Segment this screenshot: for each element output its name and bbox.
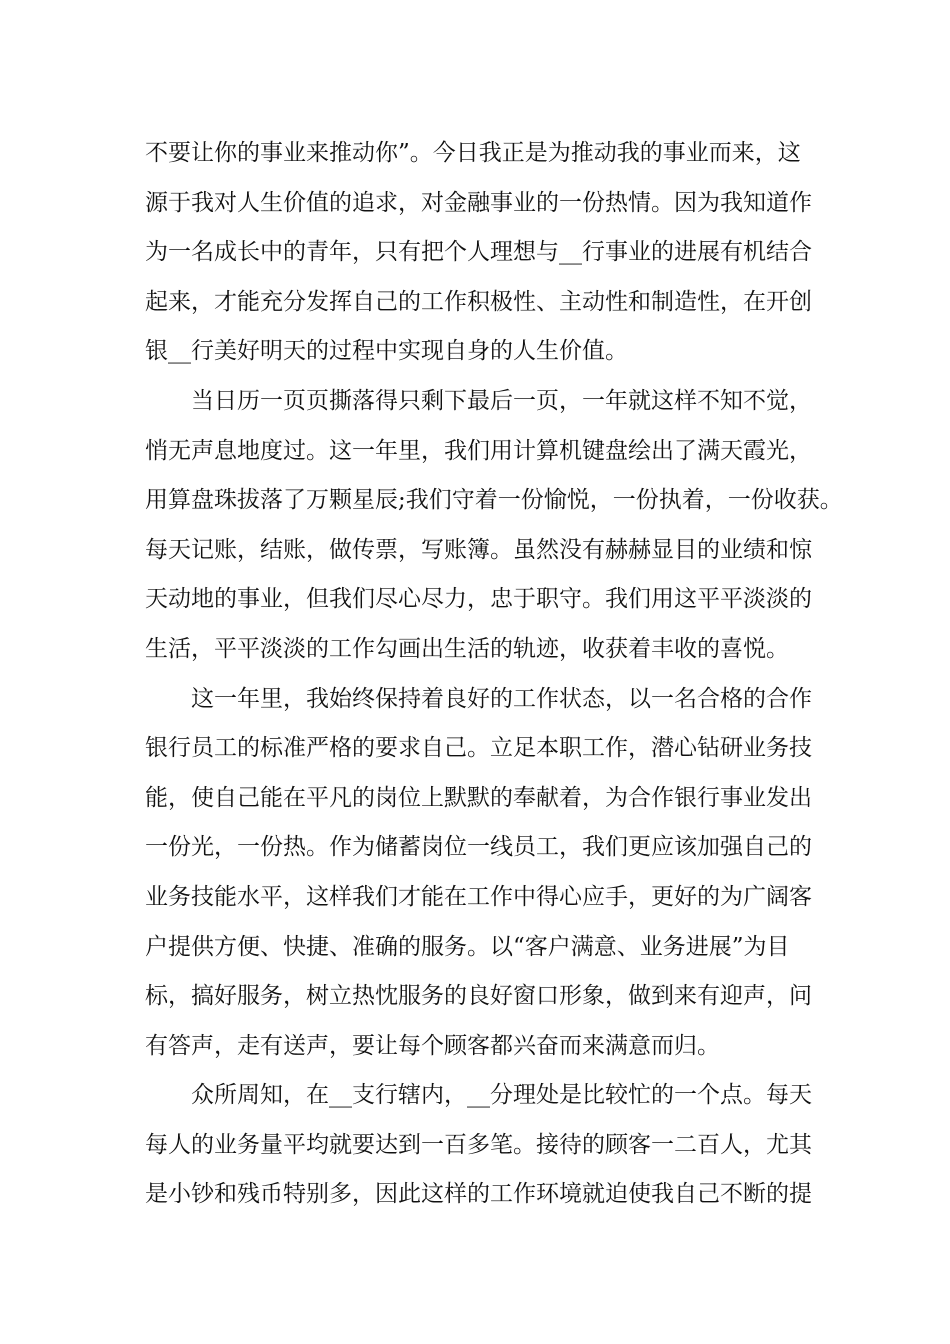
text-line: 是小钞和残币特别多，因此这样的工作环境就迫使我自己不断的提	[145, 1181, 812, 1208]
text-line: 悄无声息地度过。这一年里，我们用计算机键盘绘出了满天霞光，	[145, 437, 812, 464]
text-line: 不要让你的事业来推动你”。今日我正是为推动我的事业而来，这	[145, 140, 801, 166]
text-line: 标，搞好服务，树立热忱服务的良好窗口形象，做到来有迎声，问	[145, 983, 812, 1010]
text-line: 业务技能水平，这样我们才能在工作中得心应手，更好的为广阔客	[145, 883, 812, 910]
paragraph-first-line: 这一年里，我始终保持着良好的工作状态，以一名合格的合作	[191, 685, 812, 712]
text-line: 能，使自己能在平凡的岗位上默默的奉献着，为合作银行事业发出	[145, 784, 812, 811]
text-line: 用算盘珠拔落了万颗星辰;我们守着一份愉悦，一份执着，一份收获。	[145, 487, 843, 514]
text-line: 起来，才能充分发挥自己的工作积极性、主动性和制造性，在开创	[145, 288, 812, 315]
text-line: 源于我对人生价值的追求，对金融事业的一份热情。因为我知道作	[145, 189, 812, 216]
paragraph-first-line: 当日历一页页撕落得只剩下最后一页，一年就这样不知不觉，	[191, 387, 812, 414]
text-line: 银__行美好明天的过程中实现自身的人生价值。	[145, 338, 628, 365]
text-line: 每人的业务量平均就要达到一百多笔。接待的顾客一二百人，尤其	[145, 1131, 812, 1158]
text-line: 银行员工的标准严格的要求自己。立足本职工作，潜心钻研业务技	[145, 735, 812, 762]
document-body	[145, 129, 843, 1220]
text-line: 生活，平平淡淡的工作勾画出生活的轨迹，收获着丰收的喜悦。	[145, 635, 789, 662]
text-line: 一份光，一份热。作为储蓄岗位一线员工，我们更应该加强自己的	[145, 834, 812, 861]
paragraph-first-line: 众所周知，在__支行辖内，__分理处是比较忙的一个点。每天	[191, 1082, 812, 1109]
text-line: 户提供方便、快捷、准确的服务。以“客户满意、业务进展”为目	[145, 933, 790, 960]
text-line: 有答声，走有送声，要让每个顾客都兴奋而来满意而归。	[145, 1032, 720, 1059]
text-line: 为一名成长中的青年，只有把个人理想与__行事业的进展有机结合	[145, 239, 812, 266]
text-line: 天动地的事业，但我们尽心尽力，忠于职守。我们用这平平淡淡的	[145, 586, 812, 613]
text-line: 每天记账，结账，做传票，写账簿。虽然没有赫赫显目的业绩和惊	[145, 536, 812, 563]
